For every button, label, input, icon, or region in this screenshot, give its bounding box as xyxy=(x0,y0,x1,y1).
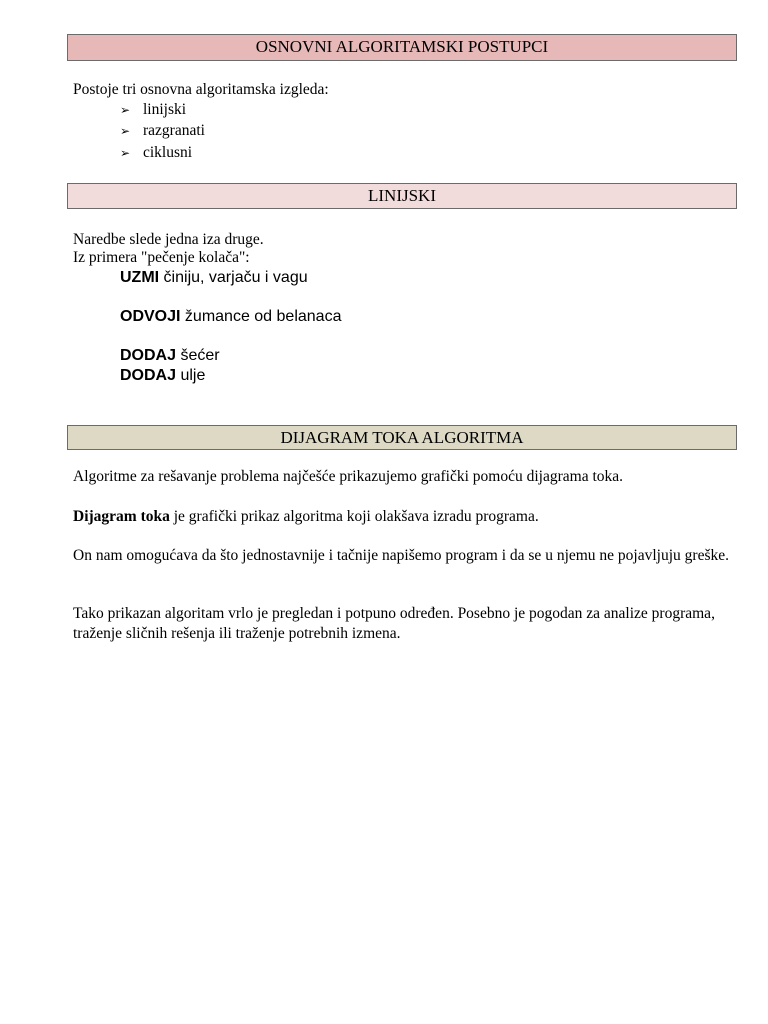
list-item xyxy=(120,101,186,119)
bold-term: Dijagram toka xyxy=(73,508,170,525)
linijski-line-1: Naredbe slede jedna iza druge. xyxy=(73,231,264,248)
paragraph: On nam omogućava da što jednostavnije i tačnije napišemo program i da se u njemu ne pojavljuju greške. xyxy=(73,547,729,564)
linijski-line-2: Iz primera "pečenje kolača": xyxy=(73,249,250,266)
step-text: ulje xyxy=(176,367,206,384)
paragraph xyxy=(73,507,738,527)
step-text: žumance od belanaca xyxy=(180,308,342,325)
arrowhead-bullet-icon: ➢ xyxy=(120,146,131,160)
section-heading-osnovni xyxy=(67,34,737,61)
paragraph: Tako prikazan algoritam vrlo je pregledan i potpuno određen. Posebno je pogodan za analize programa, traženje sličnih rešenja ili traženje potrebnih izmena. xyxy=(73,605,715,642)
section-heading-dijagram xyxy=(67,425,737,450)
recipe-step xyxy=(120,366,205,385)
recipe-step xyxy=(120,346,220,365)
list-item xyxy=(120,144,192,162)
step-keyword: UZMI xyxy=(120,269,160,286)
list-item-label: razgranati xyxy=(143,122,205,139)
paragraph: Algoritme za rešavanje problema najčešće prikazujemo grafički pomoću dijagrama toka. xyxy=(73,468,624,485)
intro-text: Postoje tri osnovna algoritamska izgleda: xyxy=(73,81,329,98)
step-text: šećer xyxy=(176,347,220,364)
step-keyword: DODAJ xyxy=(120,347,177,364)
arrowhead-bullet-icon: ➢ xyxy=(120,103,131,117)
step-keyword: DODAJ xyxy=(120,367,177,384)
list-item xyxy=(120,122,205,140)
recipe-step xyxy=(120,268,308,287)
step-text: činiju, varjaču i vagu xyxy=(159,269,308,286)
arrowhead-bullet-icon: ➢ xyxy=(120,124,131,138)
section-title-linijski: LINIJSKI xyxy=(368,186,436,205)
list-item-label: linijski xyxy=(143,101,187,118)
step-keyword: ODVOJI xyxy=(120,308,181,325)
section-heading-linijski xyxy=(67,183,737,209)
section-title-osnovni: OSNOVNI ALGORITAMSKI POSTUPCI xyxy=(255,37,549,56)
section-title-dijagram: DIJAGRAM TOKA ALGORITMA xyxy=(280,428,524,447)
paragraph-text: je grafički prikaz algoritma koji olakšava izradu programa. xyxy=(169,508,539,525)
recipe-step xyxy=(120,307,341,326)
list-item-label: ciklusni xyxy=(143,144,193,161)
